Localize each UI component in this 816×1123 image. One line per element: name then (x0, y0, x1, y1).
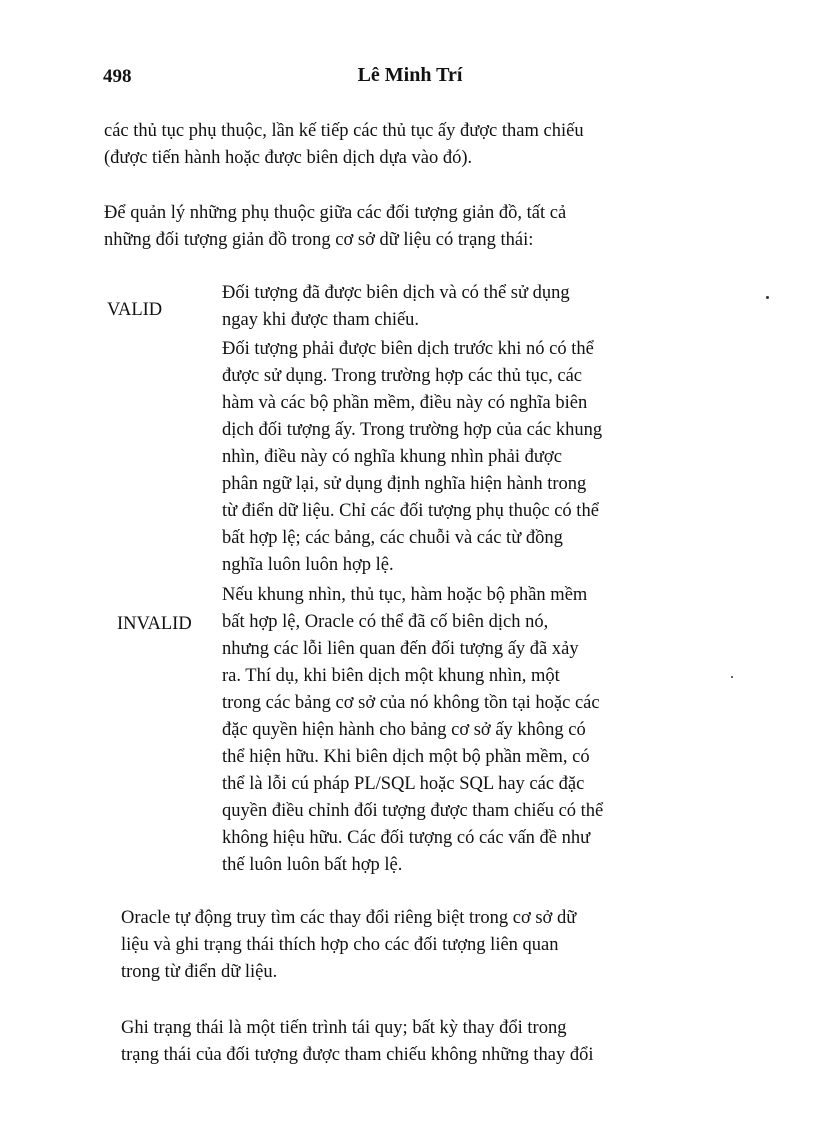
text-line: thế luôn luôn bất hợp lệ. (222, 855, 403, 875)
text-line: trong từ điển dữ liệu. (121, 962, 278, 982)
running-title: Lê Minh Trí (357, 64, 463, 86)
text-line: thể là lỗi cú pháp PL/SQL hoặc SQL hay các đặc (222, 774, 585, 794)
definition-invalid (222, 582, 680, 879)
page-number: 498 (103, 66, 132, 87)
text-line: ngay khi được tham chiếu. (222, 310, 420, 330)
text-line: phân ngữ lại, sử dụng định nghĩa hiện hành trong (222, 474, 587, 494)
text-line: nhưng các lỗi liên quan đến đối tượng ấy đã xảy (222, 639, 579, 659)
paragraph (104, 200, 696, 254)
term-invalid: INVALID (117, 614, 192, 634)
text-line: Đối tượng phải được biên dịch trước khi nó có thể (222, 339, 594, 359)
text-line: những đối tượng giản đồ trong cơ sở dữ liệu có trạng thái: (104, 230, 534, 250)
text-line: nhìn, điều này có nghĩa khung nhìn phải được (222, 447, 562, 467)
text-line: Ghi trạng thái là một tiến trình tái quy; bất kỳ thay đổi trong (121, 1018, 567, 1038)
text-line: đặc quyền hiện hành cho bảng cơ sở ấy không có (222, 720, 586, 740)
text-line: thể hiện hữu. Khi biên dịch một bộ phần mềm, có (222, 747, 590, 767)
text-line: hàm và các bộ phần mềm, điều này có nghĩa biên (222, 393, 588, 413)
text-line: (được tiến hành hoặc được biên dịch dựa vào đó). (104, 148, 473, 168)
text-line: ra. Thí dụ, khi biên dịch một khung nhìn, một (222, 666, 560, 686)
text-line: quyền điều chỉnh đối tượng được tham chiếu có thể (222, 801, 604, 821)
text-line: Đối tượng đã được biên dịch và có thể sử dụng (222, 283, 570, 303)
text-line: được sử dụng. Trong trường hợp các thủ tục, các (222, 366, 583, 386)
text-line: dịch đối tượng ấy. Trong trường hợp của các khung (222, 420, 603, 440)
definition-compile-note (222, 336, 680, 579)
text-line: bất hợp lệ; các bảng, các chuỗi và các từ đồng (222, 528, 563, 548)
text-line: Để quản lý những phụ thuộc giữa các đối tượng giản đồ, tất cả (104, 203, 567, 223)
scan-speck (766, 296, 769, 299)
term-valid: VALID (107, 300, 163, 320)
text-line: từ điển dữ liệu. Chỉ các đối tượng phụ thuộc có thể (222, 501, 599, 521)
text-line: trạng thái của đối tượng được tham chiếu không những thay đổi (121, 1045, 594, 1065)
text-line: Oracle tự động truy tìm các thay đổi riêng biệt trong cơ sở dữ (121, 908, 577, 928)
text-line: trong các bảng cơ sở của nó không tồn tại hoặc các (222, 693, 600, 713)
text-line: không hiệu hữu. Các đối tượng có các vấn đề như (222, 828, 591, 848)
text-line: các thủ tục phụ thuộc, lần kế tiếp các thủ tục ấy được tham chiếu (104, 121, 584, 141)
paragraph (121, 905, 701, 986)
paragraph (121, 1015, 701, 1069)
paragraph (104, 118, 696, 172)
definition-valid (222, 280, 680, 334)
text-line: liệu và ghi trạng thái thích hợp cho các đối tượng liên quan (121, 935, 559, 955)
text-line: bất hợp lệ, Oracle có thể đã cố biên dịch nó, (222, 612, 549, 632)
scan-speck (731, 676, 733, 678)
text-line: nghĩa luôn luôn hợp lệ. (222, 555, 394, 575)
text-line: Nếu khung nhìn, thủ tục, hàm hoặc bộ phần mềm (222, 585, 588, 605)
